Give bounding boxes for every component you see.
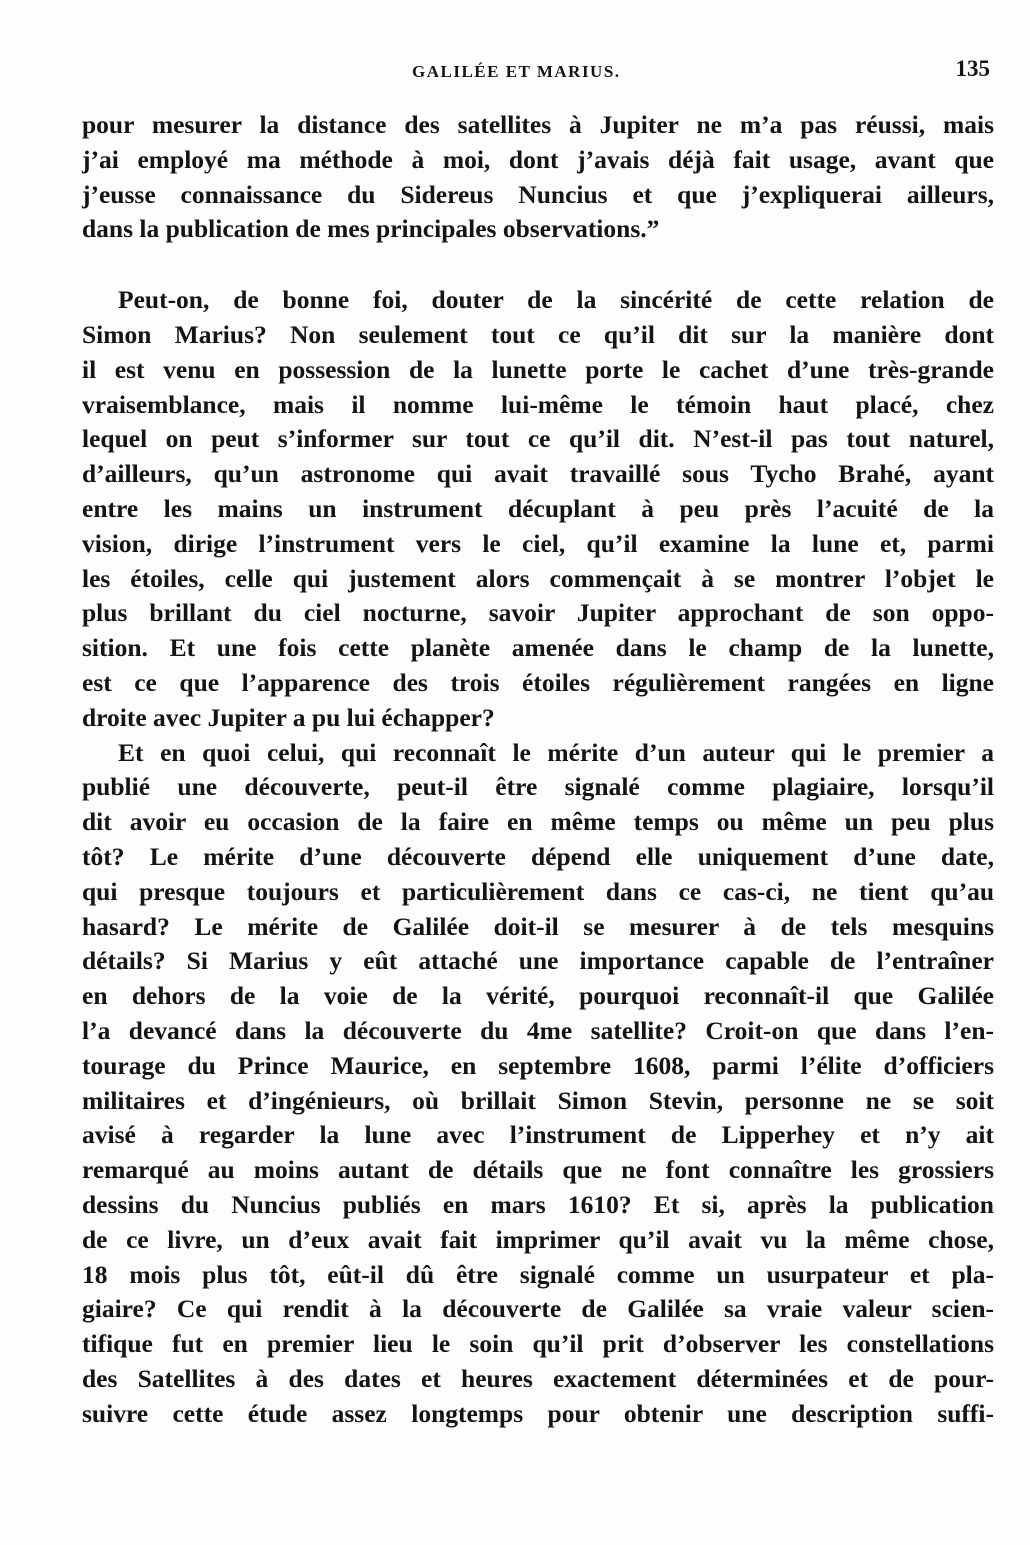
- text-line: plus brillant du ciel nocturne, savoir Jupiter approchant de son oppo-: [82, 598, 994, 628]
- text-line: publié une découverte, peut-il être signalé comme plagiaire, lorsqu’il: [82, 772, 994, 802]
- text-line: d’ailleurs, qu’un astronome qui avait travaillé sous Tycho Brahé, ayant: [82, 459, 994, 489]
- text-line: remarqué au moins autant de détails que ne font connaître les grossiers: [82, 1155, 994, 1185]
- text-line: suivre cette étude assez longtemps pour obtenir une description suffi-: [82, 1398, 994, 1428]
- text-line: dit avoir eu occasion de la faire en même temps ou même un peu plus: [82, 807, 994, 837]
- text-line: tourage du Prince Maurice, en septembre 1608, parmi l’élite d’officiers: [82, 1050, 994, 1080]
- text-line: avisé à regarder la lune avec l’instrument de Lipperhey et n’y ait: [82, 1120, 994, 1150]
- running-head: GALILÉE ET MARIUS.: [412, 62, 621, 81]
- text-line: qui presque toujours et particulièrement dans ce cas-ci, ne tient qu’au: [82, 876, 994, 906]
- text-line: pour mesurer la distance des satellites à Jupiter ne m’a pas réussi, mais: [82, 110, 994, 139]
- text-line: vraisemblance, mais il nomme lui-même le témoin haut placé, chez: [82, 389, 994, 419]
- page-number: 135: [955, 56, 990, 81]
- text-line: 18 mois plus tôt, eût-il dû être signalé comme un usurpateur et pla-: [82, 1259, 994, 1289]
- text-line: dessins du Nuncius publiés en mars 1610? Et si, après la publication: [82, 1189, 994, 1219]
- text-line: de ce livre, un d’eux avait fait imprimer qu’il avait vu la même chose,: [82, 1224, 994, 1254]
- text-line: giaire? Ce qui rendit à la découverte de Galilée sa vraie valeur scien-: [82, 1294, 994, 1324]
- paragraph-gap: [82, 247, 994, 283]
- text-line: Et en quoi celui, qui reconnaît le mérite d’un auteur qui le premier a: [118, 737, 994, 767]
- text-line: tôt? Le mérite d’une découverte dépend elle uniquement d’une date,: [82, 841, 994, 871]
- body-text: [82, 108, 994, 1431]
- text-line: l’a devancé dans la découverte du 4me satellite? Croit-on que dans l’en-: [82, 1015, 994, 1045]
- text-line: détails? Si Marius y eût attaché une importance capable de l’entraîner: [82, 946, 994, 976]
- text-line: dans la publication de mes principales observations.”: [82, 214, 660, 244]
- text-line: est ce que l’apparence des trois étoiles régulièrement rangées en ligne: [82, 667, 994, 697]
- text-line: militaires et d’ingénieurs, où brillait Simon Stevin, personne ne se soit: [82, 1085, 994, 1115]
- text-line: Peut-on, de bonne foi, douter de la sincérité de cette relation de: [118, 285, 994, 315]
- text-line: Simon Marius? Non seulement tout ce qu’il dit sur la manière dont: [82, 319, 994, 349]
- text-line: sition. Et une fois cette planète amenée dans le champ de la lunette,: [82, 633, 994, 663]
- text-line: en dehors de la voie de la vérité, pourquoi reconnaît-il que Galilée: [82, 981, 994, 1011]
- text-line: j’eusse connaissance du Sidereus Nuncius et que j’expliquerai ailleurs,: [82, 179, 994, 209]
- text-line: tifique fut en premier lieu le soin qu’il prit d’observer les constellations: [82, 1329, 994, 1359]
- paragraph-2: [82, 283, 994, 735]
- text-line: les étoiles, celle qui justement alors commençait à se montrer l’objet le: [82, 563, 994, 593]
- text-line: j’ai employé ma méthode à moi, dont j’avais déjà fait usage, avant que: [82, 144, 994, 174]
- paragraph-1: [82, 108, 994, 247]
- text-line: des Satellites à des dates et heures exactement déterminées et de pour-: [82, 1363, 994, 1393]
- page-header: [82, 56, 992, 86]
- text-line: entre les mains un instrument décuplant à peu près l’acuité de la: [82, 493, 994, 523]
- text-line: droite avec Jupiter a pu lui échapper?: [82, 702, 495, 732]
- text-line: il est venu en possession de la lunette porte le cachet d’une très-grande: [82, 354, 994, 384]
- text-line: vision, dirige l’instrument vers le ciel, qu’il examine la lune et, parmi: [82, 528, 994, 558]
- paragraph-3: [82, 736, 994, 1432]
- text-line: lequel on peut s’informer sur tout ce qu’il dit. N’est-il pas tout naturel,: [82, 424, 994, 454]
- text-line: hasard? Le mérite de Galilée doit-il se mesurer à de tels mesquins: [82, 911, 994, 941]
